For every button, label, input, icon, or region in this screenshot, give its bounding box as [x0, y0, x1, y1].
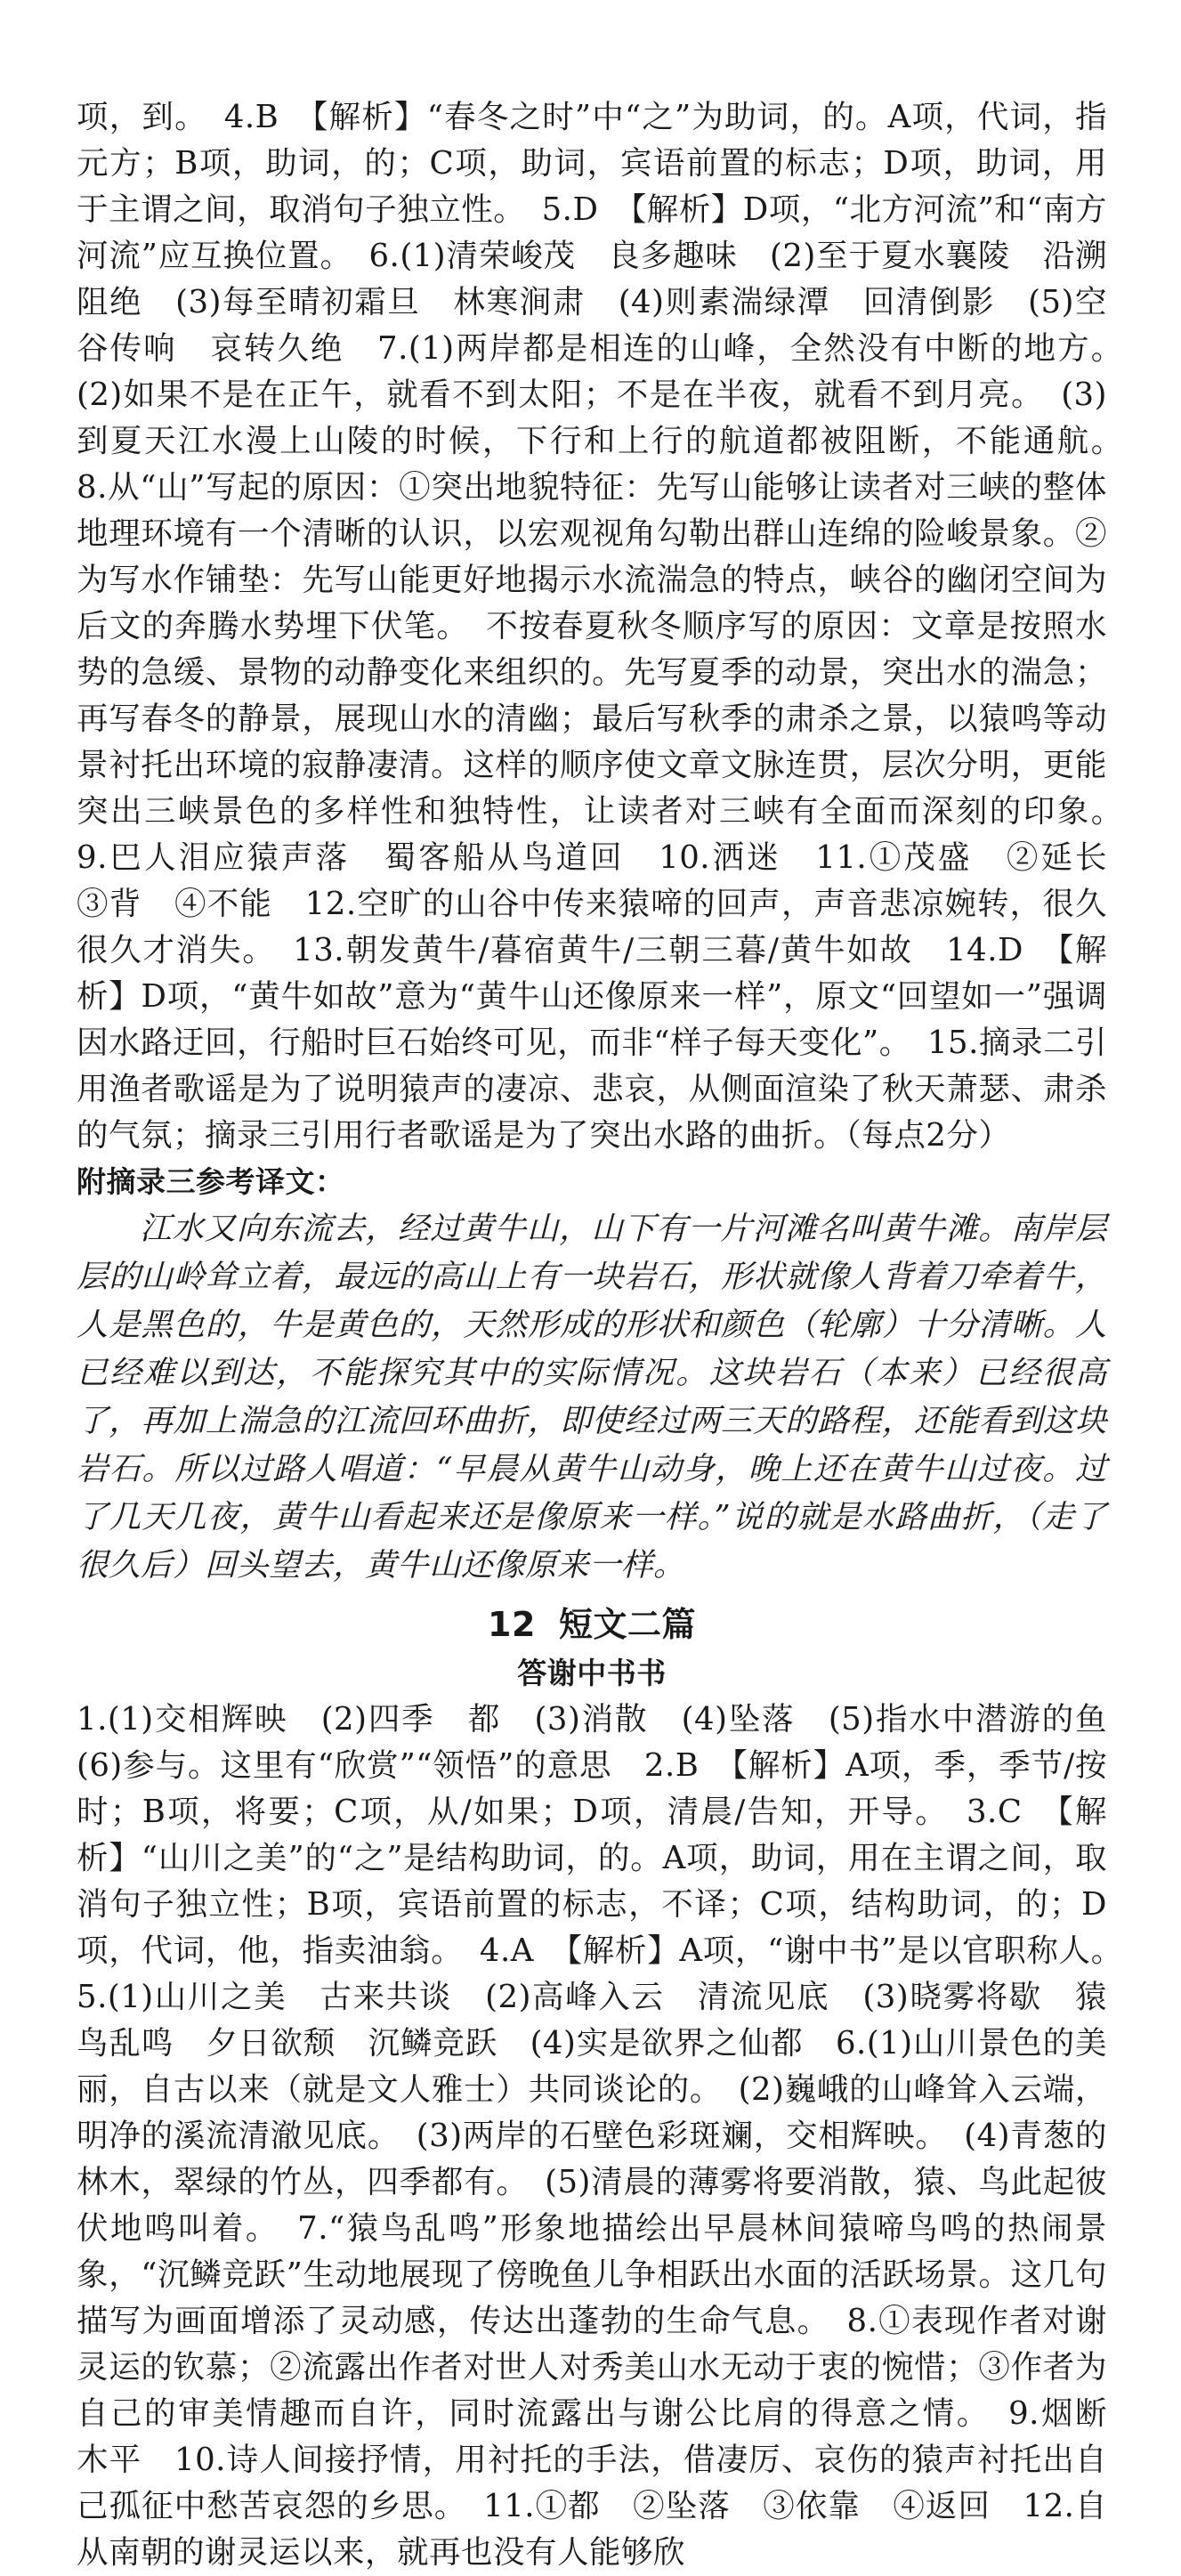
answer-page	[77, 94, 1140, 2576]
appendix-translation: 江水又向东流去，经过黄牛山，山下有一片河滩名叫黄牛滩。南岸层层的山岭耸立着，最远的高山上有一块岩石，形状就像人背着刀牵着牛，人是黑色的，牛是黄色的，天然形成的形状和颜色（轮廓）十分清晰。人已经难以到达，不能探究其中的实际情况。这块岩石（本来）已经很高了，再加上湍急的江流回环曲折，即使经过两三天的路程，还能看到这块岩石。所以过路人唱道：“早晨从黄牛山动身，晚上还在黄牛山过夜。过了几天几夜，黄牛山看起来还是像原来一样。”说的就是水路曲折，（走了很久后）回头望去，黄牛山还像原来一样。	[77, 1211, 1107, 1584]
appendix-heading: 附摘录三参考译文：	[77, 1164, 345, 1199]
section-title: 短文二篇	[558, 1605, 696, 1644]
answers-section-12: 1.(1)交相辉映 (2)四季 都 (3)消散 (4)坠落 (5)指水中潜游的鱼 (6)参与。这里有“欣赏”“领悟”的意思 2.B 【解析】A项，季，季节/按时；B项，将要；C项，从/如果；D项，清晨/告知，开导。 3.C 【解析】“山川之美”的“之”是结构助词，的。A项，助词，用在主谓之间，取消句子独立性；B项，宾语前置的标志，不译；C项，结构助词，的；D项，代词，他，指卖油翁。 4.A 【解析】A项，“谢中书”是以官职称人。 5.(1)山川之美 古来共谈 (2)高峰入云 清流见底 (3)晓雾将歇 猿鸟乱鸣 夕日欲颓 沉鳞竞跃 (4)实是欲界之仙都 6.(1)山川景色的美丽，自古以来（就是文人雅士）共同谈论的。 (2)巍峨的山峰耸入云端，明净的溪流清澈见底。 (3)两岸的石壁色彩斑斓，交相辉映。 (4)青葱的林木，翠绿的竹丛，四季都有。 (5)清晨的薄雾将要消散，猿、鸟此起彼伏地鸣叫着。 7.“猿鸟乱鸣”形象地描绘出早晨林间猿啼鸟鸣的热闹景象，“沉鳞竞跃”生动地展现了傍晚鱼儿争相跃出水面的活跃场景。这几句描写为画面增添了灵动感，传达出蓬勃的生命气息。 8.①表现作者对谢灵运的钦慕；②流露出作者对世人对秀美山水无动于衷的惋惜；③作者为自己的审美情趣而自许，同时流露出与谢公比肩的得意之情。 9.烟断 木平 10.诗人间接抒情，用衬托的手法，借凄厉、哀伤的猿声衬托出自己孤征中愁苦哀怨的乡思。 11.①都 ②坠落 ③依靠 ④返回 12.自从南朝的谢灵运以来，就再也没有人能够欣	[77, 1701, 1140, 2571]
section-subtitle: 答谢中书书	[517, 1656, 667, 1690]
answers-section-11: 项，到。 4.B 【解析】“春冬之时”中“之”为助词，的。A项，代词，指元方；B项，助词，的；C项，助词，宾语前置的标志；D项，助词，用于主谓之间，取消句子独立性。 5.D 【解析】D项，“北方河流”和“南方河流”应互换位置。 6.(1)清荣峻茂 良多趣味 (2)至于夏水襄陵 沿溯阻绝 (3)每至晴初霜旦 林寒涧肃 (4)则素湍绿潭 回清倒影 (5)空谷传响 哀转久绝 7.(1)两岸都是相连的山峰，全然没有中断的地方。 (2)如果不是在正午，就看不到太阳；不是在半夜，就看不到月亮。 (3)到夏天江水漫上山陵的时候，下行和上行的航道都被阻断，不能通航。 8.从“山”写起的原因：①突出地貌特征：先写山能够让读者对三峡的整体地理环境有一个清晰的认识，以宏观视角勾勒出群山连绵的险峻景象。②为写水作铺垫：先写山能更好地揭示水流湍急的特点，峡谷的幽闭空间为后文的奔腾水势埋下伏笔。 不按春夏秋冬顺序写的原因：文章是按照水势的急缓、景物的动静变化来组织的。先写夏季的动景，突出水的湍急；再写春冬的静景，展现山水的清幽；最后写秋季的肃杀之景，以猿鸣等动景衬托出环境的寂静凄清。这样的顺序使文章文脉连贯，层次分明，更能突出三峡景色的多样性和独特性，让读者对三峡有全面而深刻的印象。 9.巴人泪应猿声落 蜀客船从鸟道回 10.洒迷 11.①茂盛 ②延长 ③背 ④不能 12.空旷的山谷中传来猿啼的回声，声音悲凉婉转，很久很久才消失。 13.朝发黄牛/暮宿黄牛/三朝三暮/黄牛如故 14.D 【解析】D项，“黄牛如故”意为“黄牛山还像原来一样”，原文“回望如一”强调因水路迂回，行船时巨石始终可见，而非“样子每天变化”。 15.摘录二引用渔者歌谣是为了说明猿声的凄凉、悲哀，从侧面渲染了秋天萧瑟、肃杀的气氛；摘录三引用行者歌谣是为了突出水路的曲折。（每点2分）	[77, 99, 1140, 1154]
section-number: 12	[488, 1605, 536, 1644]
section-heading	[77, 1599, 1107, 1650]
